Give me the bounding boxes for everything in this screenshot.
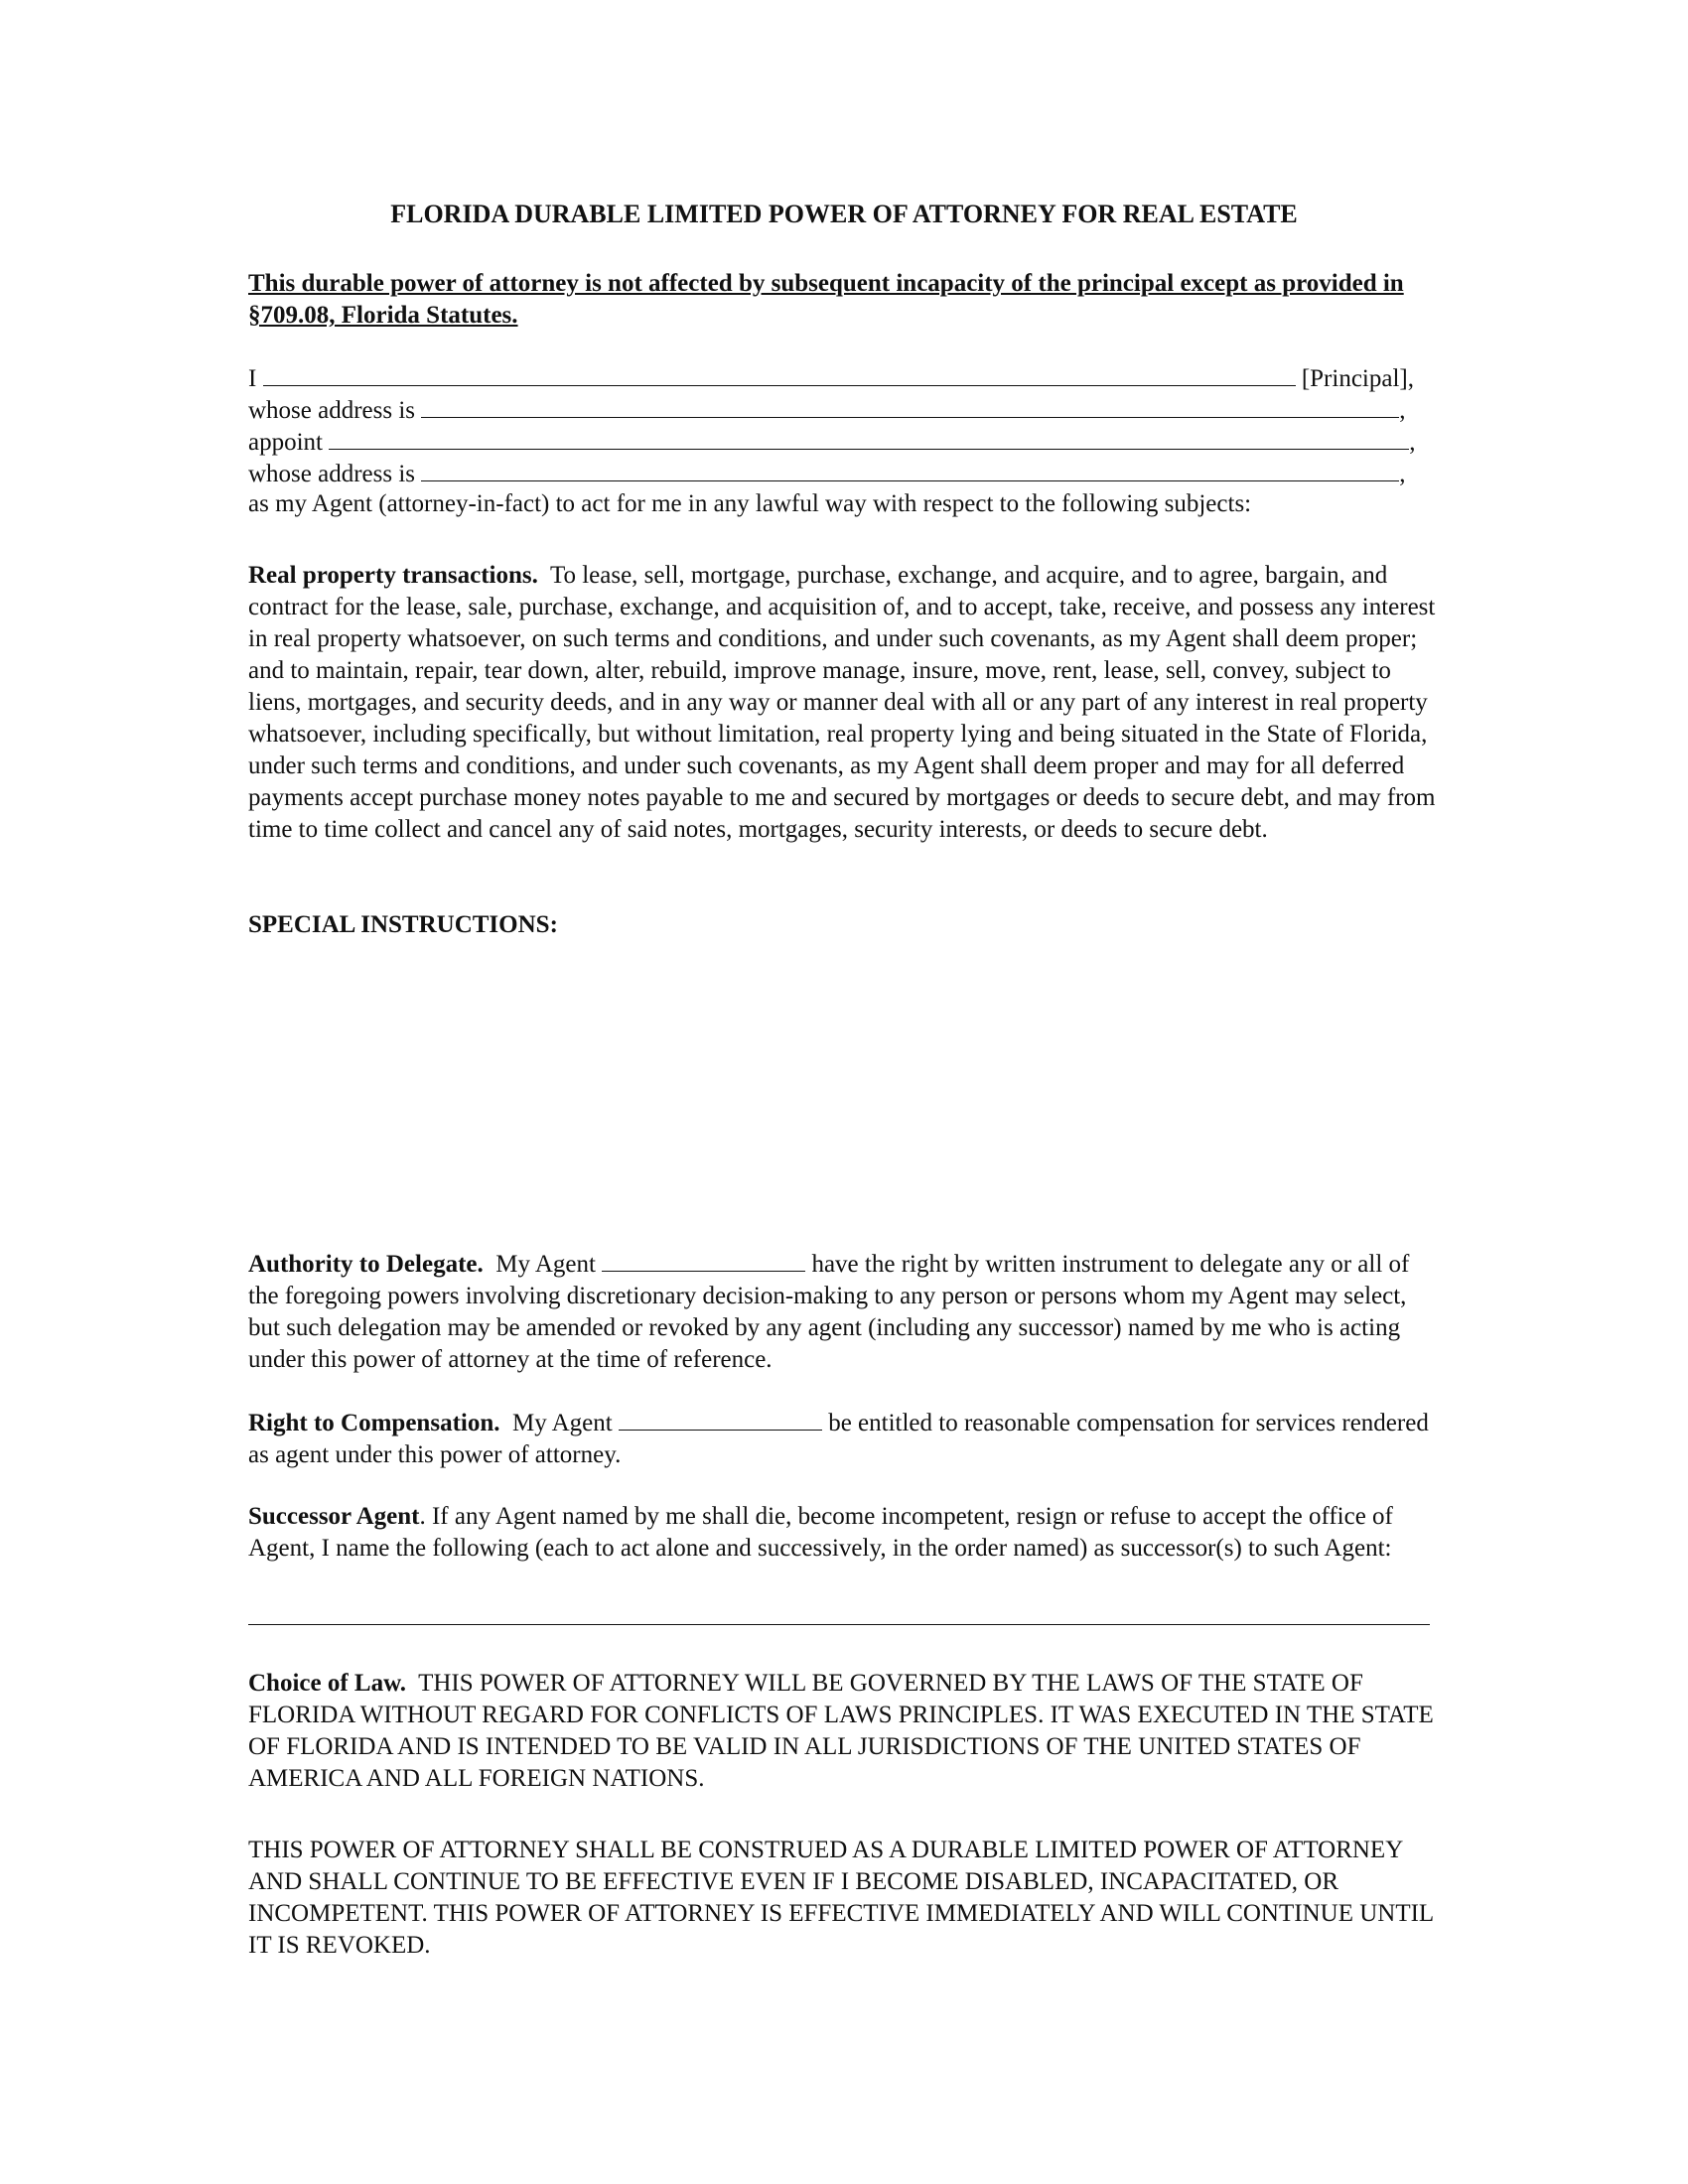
appoint-line (248, 425, 1435, 459)
compensation-heading: Right to Compensation. (248, 1410, 500, 1436)
principal-line (248, 361, 1435, 395)
principal-address-line (248, 393, 1435, 427)
appoint-prefix: appoint (248, 429, 323, 456)
durability-paragraph: THIS POWER OF ATTORNEY SHALL BE CONSTRUED AS A DURABLE LIMITED POWER OF ATTORNEY AND SHALL CONTINUE TO BE EFFECTIVE EVEN IF I BECOME DISABLED, INCAPACITATED, OR INCOMPETENT. THIS POWER OF ATTORNEY IS EFFECTIVE IMMEDIATELY AND WILL CONTINUE UNTIL IT IS REVOKED. (248, 1837, 1434, 1959)
special-instructions-label: SPECIAL INSTRUCTIONS: (248, 911, 558, 938)
principal-name-field[interactable] (263, 361, 1296, 386)
successor-heading: Successor Agent (248, 1503, 420, 1530)
delegate-text: have the right by written instrument to delegate any or all of the foregoing powers involving discretionary decision-making to any person or persons whom my Agent may select, but such delegation may be amended or revoked by any agent (including any successor) named by me who is acting under this power of attorney at the time of reference. (248, 1251, 1410, 1373)
choice-of-law-paragraph (248, 1668, 1440, 1795)
agent-clause: as my Agent (attorney-in-fact) to act for me in any lawful way with respect to the following subjects: (248, 490, 1252, 517)
agent-address-suffix: , (1399, 461, 1406, 487)
choice-of-law-text: THIS POWER OF ATTORNEY WILL BE GOVERNED BY THE LAWS OF THE STATE OF FLORIDA WITHOUT REGARD FOR CONFLICTS OF LAWS PRINCIPLES. IT WAS EXECUTED IN THE STATE OF FLORIDA AND IS INTENDED TO BE VALID IN ALL JURISDICTIONS OF THE UNITED STATES OF AMERICA AND ALL FOREIGN NATIONS. (248, 1670, 1434, 1792)
delegate-heading: Authority to Delegate. (248, 1251, 484, 1278)
principal-suffix: [Principal], (1301, 365, 1414, 392)
successor-paragraph (248, 1501, 1440, 1565)
delegate-shall-field[interactable] (602, 1247, 805, 1272)
successor-agent-field[interactable] (248, 1624, 1430, 1625)
successor-text: . If any Agent named by me shall die, become incompetent, resign or refuse to accept the office of Agent, I name the following (each to act alone and successively, in the order named) as successor(s) to such Agent: (248, 1503, 1393, 1562)
principal-address-prefix: whose address is (248, 397, 416, 424)
principal-prefix: I (248, 365, 257, 392)
choice-of-law-heading: Choice of Law. (248, 1670, 407, 1697)
compensation-text: be entitled to reasonable compensation for services rendered as agent under this power of attorney. (248, 1410, 1429, 1468)
compensation-before-blank: My Agent (512, 1410, 613, 1436)
principal-address-field[interactable] (421, 393, 1399, 418)
principal-address-suffix: , (1399, 397, 1406, 424)
compensation-shall-field[interactable] (619, 1406, 822, 1431)
agent-address-prefix: whose address is (248, 461, 416, 487)
agent-name-field[interactable] (329, 425, 1409, 450)
appoint-suffix: , (1409, 429, 1416, 456)
compensation-paragraph (248, 1406, 1440, 1471)
agent-address-field[interactable] (421, 457, 1399, 481)
document-title: FLORIDA DURABLE LIMITED POWER OF ATTORNEY FOR REAL ESTATE (390, 200, 1298, 228)
agent-address-line (248, 457, 1435, 490)
delegate-before-blank: My Agent (495, 1251, 596, 1278)
delegate-paragraph (248, 1247, 1440, 1376)
durable-notice: This durable power of attorney is not affected by subsequent incapacity of the principal except as provided in §709.08, Florida Statutes. (248, 270, 1404, 329)
real-property-text: To lease, sell, mortgage, purchase, exchange, and acquire, and to agree, bargain, and contract for the lease, sale, purchase, exchange, and acquisition of, and to accept, take, receive, and possess any interest in real property whatsoever, on such terms and conditions, and under such covenants, as my Agent shall deem proper; and to maintain, repair, tear down, alter, rebuild, improve manage, insure, move, rent, lease, sell, convey, subject to liens, mortgages, and security deeds, and in any way or manner deal with all or any part of any interest in real property whatsoever, including specifically, but without limitation, real property lying and being situated in the State of Florida, under such terms and conditions, and under such covenants, as my Agent shall deem proper and may for all deferred payments accept purchase money notes payable to me and secured by mortgages or deeds to secure debt, and may from time to time collect and cancel any of said notes, mortgages, security interests, or deeds to secure debt. (248, 562, 1436, 843)
special-instructions-heading (248, 909, 1440, 941)
real-property-paragraph (248, 560, 1440, 846)
real-property-heading: Real property transactions. (248, 562, 538, 589)
